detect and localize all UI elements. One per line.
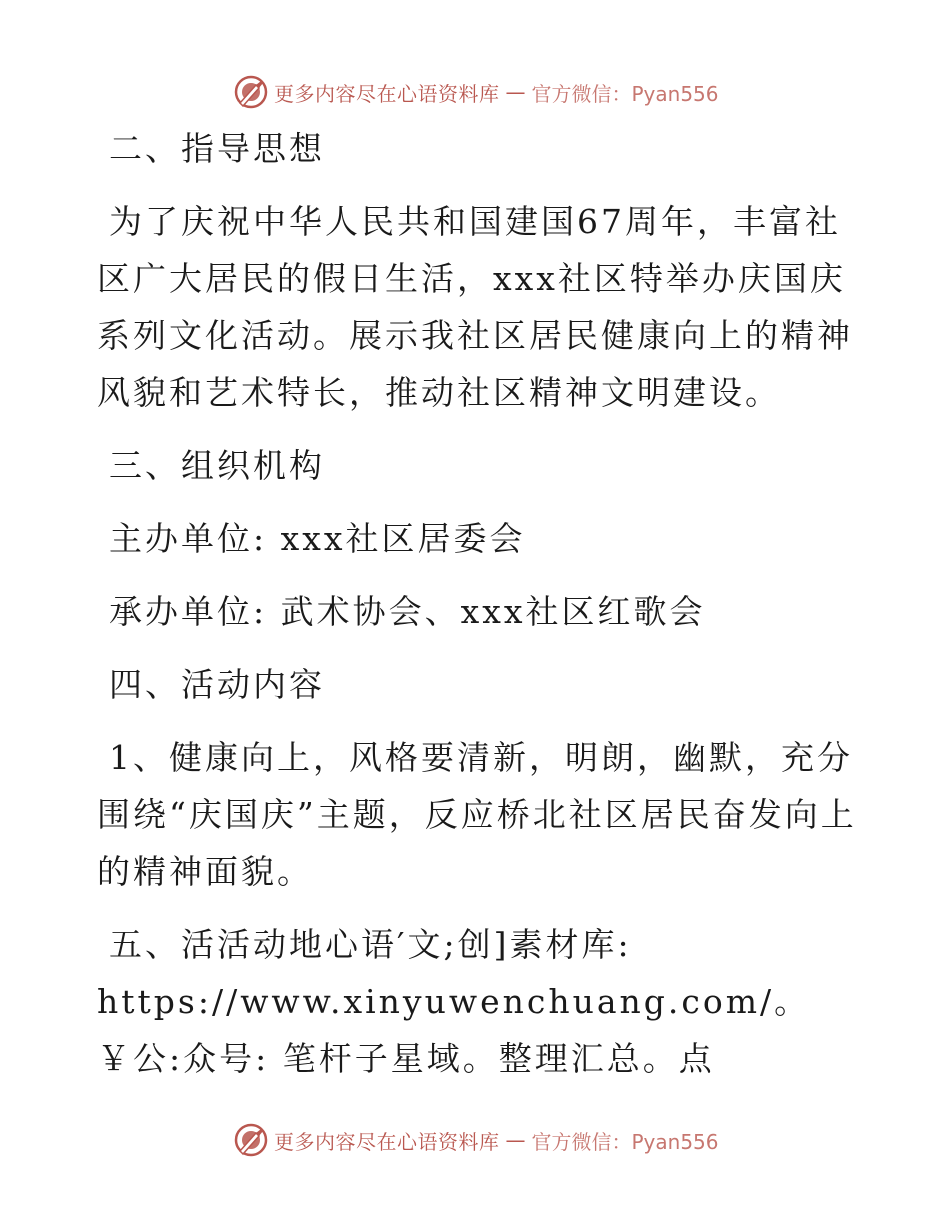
pen-logo-icon bbox=[234, 75, 268, 109]
pen-logo-icon bbox=[234, 1123, 268, 1157]
watermark-contact: 官方微信：Pyan556 bbox=[531, 81, 719, 106]
organizer-unit-line: 承办单位: 武术协会、xxx社区红歌会 bbox=[109, 592, 706, 631]
host-unit-line: 主办单位: xxx社区居委会 bbox=[109, 519, 526, 558]
section-2-heading: 二、指导思想 bbox=[109, 129, 325, 168]
watermark-banner-top bbox=[234, 72, 719, 112]
watermark-separator: — bbox=[505, 1128, 526, 1152]
document-body bbox=[97, 120, 857, 1087]
watermark-text: 更多内容尽在心语资料库 bbox=[274, 1129, 500, 1154]
watermark-banner-bottom bbox=[234, 1120, 719, 1160]
content-item-1: 1、健康向上，风格要清新，明朗，幽默，充分围绕“庆国庆”主题，反应桥北社区居民奋发向上的精神面貌。 bbox=[97, 738, 857, 891]
section-3-heading: 三、组织机构 bbox=[109, 446, 325, 485]
section-2-paragraph: 为了庆祝中华人民共和国建国67周年，丰富社区广大居民的假日生活，xxx社区特举办庆国庆系列文化活动。展示我社区居民健康向上的精神风貌和艺术特长，推动社区精神文明建设。 bbox=[97, 202, 853, 412]
watermark-text: 更多内容尽在心语资料库 bbox=[274, 81, 500, 106]
watermark-separator: — bbox=[505, 80, 526, 104]
section-4-heading: 四、活动内容 bbox=[109, 665, 325, 704]
watermark-contact: 官方微信：Pyan556 bbox=[531, 1129, 719, 1154]
section-5-paragraph: 五、活活动地心语′文;创]素材库: https://www.xinyuwenchuang.com/。￥公:众号: 笔杆子星域。整理汇总。点 bbox=[97, 925, 811, 1078]
